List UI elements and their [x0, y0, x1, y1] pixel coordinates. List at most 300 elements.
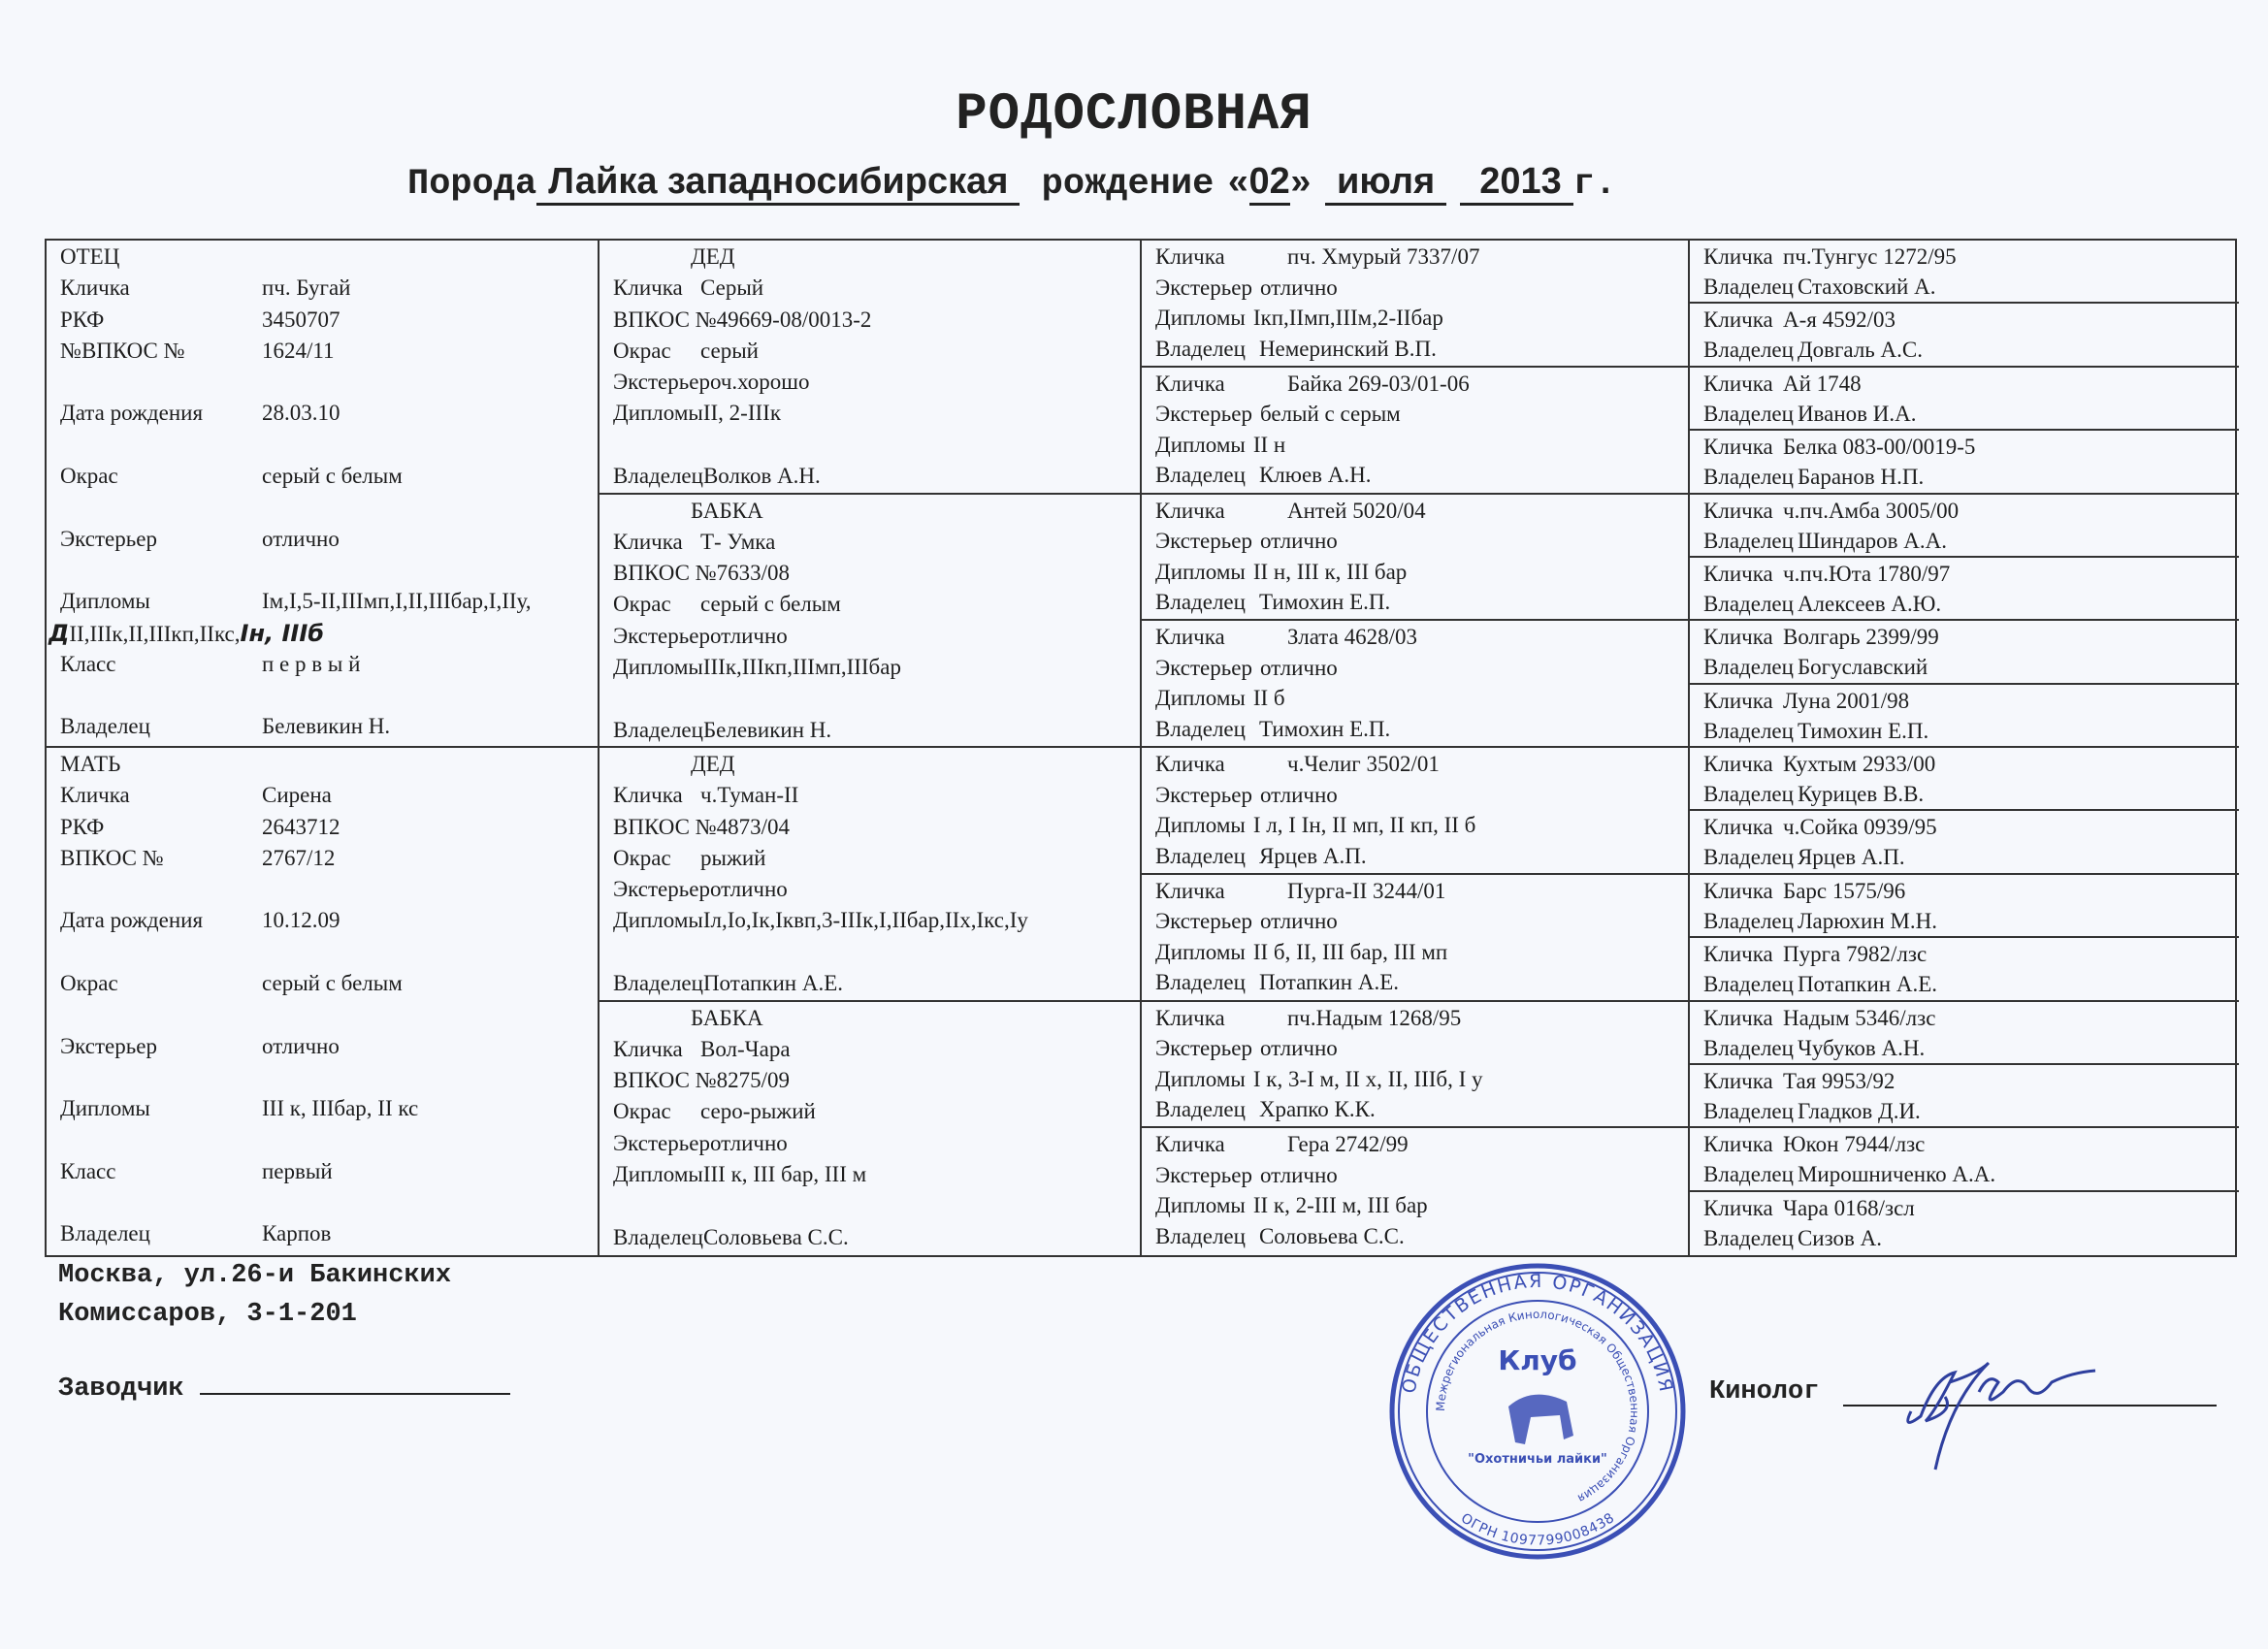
field-value: Барс 1575/96: [1783, 878, 1906, 903]
pedigree-line: [613, 683, 1140, 714]
pedigree-line: [1155, 683, 1688, 714]
pedigree-line: [60, 305, 598, 336]
field-label: Кличка: [1703, 1068, 1773, 1093]
field-value: Курицев В.В.: [1797, 782, 1925, 806]
field-value: пч.Тунгус 1272/95: [1783, 244, 1957, 269]
field-value: Пурга-II 3244/01: [1287, 878, 1446, 903]
field-value: ч.пч.Амба 3005/00: [1783, 498, 1960, 523]
cynologist-signature: [1892, 1343, 2105, 1479]
great-grandparent-cell: [1142, 875, 1690, 1002]
field-value: серый с белым: [262, 971, 403, 996]
field-value: II, 2-IIIк: [702, 401, 781, 426]
field-value: Серый: [700, 275, 764, 301]
pedigree-line: [60, 430, 598, 461]
field-label: Экстерьер: [1155, 782, 1252, 807]
pedigree-line: [1155, 1003, 1688, 1034]
field-value: серый с белым: [700, 592, 841, 617]
grandfather-heading: ДЕД: [691, 752, 735, 776]
pedigree-line: [613, 968, 1140, 999]
pedigree-line: [1155, 780, 1688, 811]
pedigree-line: [1703, 1159, 2239, 1189]
field-label: Владелец: [1703, 972, 1794, 997]
great-grandparent-cell: [1142, 621, 1690, 748]
pedigree-line: [1155, 1160, 1688, 1191]
field-value: III к, III бар, III м: [702, 1161, 867, 1186]
field-label: Дипломы: [60, 589, 150, 614]
field-label: Экстерьер: [613, 877, 710, 902]
pedigree-line: [1155, 622, 1688, 653]
field-value: Стаховский А.: [1797, 275, 1936, 299]
field-label: Кличка: [613, 275, 683, 301]
field-value: 2767/12: [262, 845, 336, 870]
field-label: Владелец: [60, 1221, 150, 1246]
mother-cell: [47, 748, 599, 1255]
field-label: Дипломы: [613, 908, 703, 933]
field-label: Кличка: [1155, 752, 1225, 776]
field-label: Дипломы: [1155, 559, 1246, 584]
field-value: оч.хорошо: [709, 370, 810, 395]
field-value: Белевикин Н.: [702, 717, 832, 742]
field-value: Храпко К.К.: [1258, 1097, 1376, 1121]
pedigree-line: [60, 1093, 598, 1124]
pedigree-line: [613, 558, 1140, 589]
pedigree-line: [613, 652, 1140, 683]
field-value: 49669-08/0013-2: [716, 307, 872, 332]
pedigree-line: [60, 649, 598, 680]
field-value: Тая 9953/92: [1783, 1068, 1895, 1093]
field-value: II б, II, III бар, III мп: [1252, 939, 1448, 964]
great-great-grandparent-cell: [1690, 1128, 2239, 1191]
field-label: Экстерьер: [1155, 1162, 1252, 1187]
field-label: Дипломы: [1155, 686, 1246, 711]
grandmother-heading: БАБКА: [691, 1005, 763, 1030]
pedigree-line: [613, 1159, 1140, 1190]
field-label: Владелец: [1703, 782, 1794, 806]
pedigree-line: [1155, 1221, 1688, 1252]
field-label: Экстерьер: [1155, 402, 1252, 427]
field-value: 1624/11: [262, 338, 335, 363]
pedigree-line: [1155, 399, 1688, 430]
pedigree-line: [1155, 1064, 1688, 1095]
birth-year: 2013: [1460, 160, 1573, 206]
pedigree-line: [60, 398, 598, 429]
field-value: Т- Умка: [700, 529, 776, 554]
field-label: Экстерьер: [60, 526, 157, 551]
pedigree-line: [60, 999, 598, 1030]
field-label: Окрас: [613, 1099, 671, 1124]
field-value: отлично: [262, 1033, 340, 1058]
great-great-grandparent-cell: [1690, 1002, 2239, 1065]
great-great-grandparent-cell: [1690, 685, 2239, 748]
field-label: Класс: [60, 651, 116, 676]
field-label: Дипломы: [613, 654, 703, 679]
field-label: Кличка: [1703, 1195, 1773, 1220]
cynologist-label: Кинолог: [1709, 1377, 1820, 1406]
field-value: отлично: [1259, 655, 1338, 680]
field-value: Злата 4628/03: [1287, 625, 1417, 650]
field-value: ч.Сойка 0939/95: [1783, 815, 1937, 840]
pedigree-line: [1155, 369, 1688, 400]
pedigree-line: [60, 780, 598, 811]
field-label: Владелец: [1703, 401, 1794, 426]
pedigree-line: [60, 273, 598, 304]
pedigree-line: [613, 398, 1140, 429]
pedigree-line: [60, 812, 598, 843]
year-suffix: г.: [1572, 164, 1617, 205]
field-value: Iкп,IIмп,IIIм,2-IIбар: [1252, 306, 1443, 330]
pedigree-line: [1155, 587, 1688, 618]
field-value: Волгарь 2399/99: [1783, 625, 1939, 650]
pedigree-line: [1703, 939, 2239, 969]
field-value: Карпов: [262, 1221, 332, 1246]
field-value: Iм,I,5-II,IIIмп,I,II,IIIбар,I,IIу,: [262, 589, 532, 614]
pedigree-line: [60, 1062, 598, 1093]
pedigree-line: [613, 621, 1140, 652]
pedigree-line: [1703, 559, 2239, 589]
field-label: Владелец: [1703, 591, 1794, 616]
field-label: Владелец: [1155, 843, 1246, 868]
great-great-grandparent-cell: [1690, 1065, 2239, 1128]
pedigree-line: [1703, 812, 2239, 842]
pedigree-line: [60, 492, 598, 523]
field-label: Владелец: [613, 971, 703, 996]
pedigree-line: [60, 524, 598, 555]
field-label: Дипломы: [1155, 432, 1246, 457]
breed-label: Порода: [407, 164, 537, 205]
field-value: 10.12.09: [262, 908, 340, 933]
pedigree-line: [1703, 526, 2239, 556]
field-value: Ларюхин М.Н.: [1797, 908, 1937, 933]
field-value: Сизов А.: [1797, 1225, 1883, 1250]
field-label: Владелец: [1703, 275, 1794, 299]
field-label: Экстерьер: [1155, 1036, 1252, 1060]
pedigree-line: [1155, 937, 1688, 968]
father-cell: [47, 241, 599, 748]
field-label: Владелец: [1703, 718, 1794, 743]
field-label: Кличка: [1155, 498, 1225, 523]
pedigree-line: [60, 711, 598, 742]
field-value: IIIк,IIIкп,IIIмп,IIIбар: [702, 654, 901, 679]
field-label: Владелец: [1703, 1035, 1794, 1060]
field-label: Окрас: [613, 845, 671, 870]
field-label: Окрас: [613, 338, 671, 363]
pedigree-line: [1703, 906, 2239, 936]
field-label: Владелец: [1155, 463, 1246, 488]
pedigree-line: [1703, 305, 2239, 335]
pedigree-line: [613, 780, 1140, 811]
field-label: Кличка: [1703, 752, 1773, 776]
great-grandparent-cell: [1142, 1002, 1690, 1129]
field-label: Экстерьер: [613, 1130, 710, 1155]
field-label: Кличка: [1703, 435, 1773, 460]
field-label: Владелец: [1703, 845, 1794, 870]
great-great-grandparent-cell: [1690, 621, 2239, 684]
grandfather-heading: ДЕД: [691, 244, 735, 269]
pedigree-line: [1703, 242, 2239, 272]
birth-month: июля: [1325, 160, 1446, 206]
field-value: п е р в ы й: [262, 651, 361, 676]
pedigree-line: [60, 1156, 598, 1187]
pedigree-line: [1703, 749, 2239, 779]
breed-value: Лайка западносибирская: [536, 160, 1020, 206]
field-label: Дипломы: [1155, 1066, 1246, 1091]
field-value: II н: [1252, 432, 1286, 457]
pedigree-line: [613, 1034, 1140, 1065]
pedigree-line: [60, 905, 598, 936]
stamp-dog-icon: [1508, 1395, 1573, 1444]
field-label: Владелец: [60, 714, 150, 739]
handwritten-prefix: Д: [49, 619, 70, 647]
pedigree-line: [613, 1190, 1140, 1221]
field-label: Кличка: [1703, 878, 1773, 903]
pedigree-line: [60, 937, 598, 968]
field-label: Дипломы: [1155, 813, 1246, 837]
great-great-grandparent-cell: [1690, 495, 2239, 558]
grandmother-cell: [599, 495, 1142, 749]
field-value: пч. Хмурый 7337/07: [1287, 244, 1480, 269]
field-label: Владелец: [613, 1224, 703, 1249]
pedigree-line: [49, 618, 598, 649]
pedigree-line: [613, 812, 1140, 843]
great-great-grandparent-cell: [1690, 431, 2239, 494]
breeder-signature-field: [58, 1370, 510, 1404]
field-value: ч.пч.Юта 1780/97: [1783, 561, 1951, 586]
pedigree-line: [1155, 1033, 1688, 1064]
pedigree-line: [1155, 967, 1688, 998]
field-value: отлично: [709, 877, 788, 902]
field-value: Богуславский: [1797, 655, 1928, 680]
stamp-outer-text: ОБЩЕСТВЕННАЯ ОРГАНИЗАЦИЯ: [1398, 1270, 1677, 1396]
breed-birth-line: [407, 160, 1616, 206]
field-label: Владелец: [1155, 590, 1246, 614]
pedigree-line: [1703, 1129, 2239, 1159]
field-label: Дипломы: [613, 1161, 703, 1186]
pedigree-line: [1155, 273, 1688, 304]
field-label: Владелец: [1155, 970, 1246, 995]
field-value: Гладков Д.И.: [1797, 1098, 1921, 1123]
field-label: Кличка: [613, 529, 683, 554]
field-label: Кличка: [1703, 815, 1773, 840]
field-value: Иванов И.А.: [1797, 401, 1917, 426]
handwritten-addition: Iн, IIIб: [240, 619, 325, 647]
field-label: Экстерьер: [60, 1033, 157, 1058]
pedigree-line: [1155, 496, 1688, 527]
address-line-1: Москва, ул.26-и Бакинских: [58, 1261, 452, 1290]
field-label: Экстерьер: [1155, 275, 1252, 300]
field-value: отлично: [1259, 782, 1338, 807]
field-value: Луна 2001/98: [1783, 688, 1910, 713]
field-value: Гера 2742/99: [1287, 1132, 1409, 1157]
field-label: Кличка: [613, 783, 683, 808]
field-label: Владелец: [1155, 336, 1246, 361]
pedigree-line: [613, 273, 1140, 304]
field-value: рыжий: [700, 845, 766, 870]
grandmother-cell: [599, 1002, 1142, 1256]
field-value: Чубуков А.Н.: [1797, 1035, 1926, 1060]
pedigree-line: [1155, 526, 1688, 557]
pedigree-line: [1703, 1096, 2239, 1126]
pedigree-line: [60, 461, 598, 492]
field-value: II,IIIк,II,IIIкп,IIкс,: [69, 621, 241, 646]
field-label: Окрас: [613, 592, 671, 617]
pedigree-line: [1703, 369, 2239, 399]
stamp-club-name: "Охотничьи лайки": [1468, 1452, 1607, 1467]
field-label: Владелец: [1155, 716, 1246, 741]
pedigree-line: [613, 305, 1140, 336]
pedigree-line: [613, 874, 1140, 905]
field-label: Кличка: [1703, 1005, 1773, 1030]
field-value: отлично: [1259, 1162, 1338, 1187]
field-value: Пурга 7982/лзс: [1783, 942, 1928, 967]
field-value: пч.Надым 1268/95: [1287, 1005, 1462, 1030]
field-value: Клюев А.Н.: [1258, 463, 1372, 488]
field-label: Кличка: [1703, 371, 1773, 396]
field-label: ВПКОС №: [613, 561, 717, 586]
grandmother-heading: БАБКА: [691, 498, 763, 523]
field-label: Кличка: [1703, 244, 1773, 269]
field-label: Кличка: [1155, 371, 1225, 396]
field-label: Окрас: [60, 464, 118, 489]
great-great-grandparent-cell: [1690, 241, 2239, 304]
field-value: I к, 3-I м, II х, II, IIIб, I у: [1252, 1066, 1483, 1091]
field-value: серый с белым: [262, 464, 403, 489]
field-value: Немеринский В.П.: [1258, 336, 1437, 361]
field-value: Ай 1748: [1783, 371, 1862, 396]
field-label: Дипломы: [1155, 939, 1246, 964]
field-value: Надым 5346/лзс: [1783, 1005, 1936, 1030]
field-value: III к, IIIбар, II кс: [262, 1096, 419, 1121]
field-label: Дипломы: [1155, 306, 1246, 330]
field-label: Дипломы: [60, 1096, 150, 1121]
field-label: Экстерьер: [1155, 655, 1252, 680]
field-value: Алексеев А.Ю.: [1797, 591, 1942, 616]
field-value: Потапкин А.Е.: [702, 971, 843, 996]
field-label: РКФ: [60, 307, 105, 332]
field-label: Кличка: [1155, 244, 1225, 269]
field-value: 28.03.10: [262, 401, 340, 426]
pedigree-line: [613, 527, 1140, 558]
field-label: Дата рождения: [60, 908, 204, 933]
field-label: Владелец: [613, 464, 703, 489]
field-value: Белевикин Н.: [262, 714, 391, 739]
field-value: первый: [262, 1158, 333, 1183]
field-value: Потапкин А.Е.: [1797, 972, 1937, 997]
pedigree-line: [1155, 334, 1688, 365]
quote-open: «: [1227, 164, 1249, 205]
pedigree-line: [613, 843, 1140, 874]
field-value: серый: [700, 338, 759, 363]
pedigree-line: [1155, 1190, 1688, 1221]
pedigree-line: [60, 1031, 598, 1062]
field-label: Кличка: [1703, 625, 1773, 650]
pedigree-line: [1703, 496, 2239, 526]
field-value: 4873/04: [716, 814, 791, 839]
field-value: Потапкин А.Е.: [1258, 970, 1399, 995]
field-label: Экстерьер: [613, 623, 710, 648]
field-value: 8275/09: [716, 1068, 791, 1093]
field-value: Мирошниченко А.А.: [1797, 1162, 1996, 1187]
pedigree-line: [1155, 810, 1688, 841]
pedigree-line: [1155, 906, 1688, 937]
pedigree-line: [613, 461, 1140, 492]
pedigree-table: [45, 239, 2237, 1257]
field-label: Кличка: [1703, 1132, 1773, 1157]
field-label: Владелец: [1703, 1162, 1794, 1187]
field-value: Вол-Чара: [700, 1036, 791, 1061]
field-value: II н, III к, III бар: [1252, 559, 1408, 584]
field-value: Юкон 7944/лзс: [1783, 1132, 1926, 1157]
field-value: Баранов Н.П.: [1797, 465, 1925, 490]
pedigree-line: [1703, 969, 2239, 999]
field-value: 3450707: [262, 307, 340, 332]
field-value: отлично: [1259, 275, 1338, 300]
field-label: Кличка: [60, 275, 130, 301]
field-value: Тимохин Е.П.: [1258, 590, 1391, 614]
pedigree-line: [1703, 652, 2239, 682]
field-label: Экстерьер: [1155, 529, 1252, 553]
field-value: Довгаль А.С.: [1797, 338, 1923, 363]
field-value: Чара 0168/зсл: [1783, 1195, 1915, 1220]
field-value: отлично: [262, 526, 340, 551]
field-label: ВПКОС №: [60, 845, 164, 870]
pedigree-line: [60, 843, 598, 874]
field-label: Владелец: [613, 717, 703, 742]
great-great-grandparent-cell: [1690, 938, 2239, 1001]
field-label: Кличка: [1155, 1132, 1225, 1157]
pedigree-line: [1155, 460, 1688, 491]
address-line-2: Комиссаров, 3-1-201: [58, 1300, 357, 1329]
field-label: Кличка: [613, 1036, 683, 1061]
pedigree-line: [1703, 779, 2239, 809]
field-value: 2643712: [262, 814, 340, 839]
field-value: отлично: [709, 1130, 788, 1155]
pedigree-line: [613, 1222, 1140, 1253]
pedigree-line: [1703, 1223, 2239, 1253]
pedigree-line: [1155, 303, 1688, 334]
field-label: Экстерьер: [1155, 909, 1252, 934]
field-value: Байка 269-03/01-06: [1287, 371, 1470, 396]
field-label: ВПКОС №: [613, 1068, 717, 1093]
pedigree-line: [613, 1128, 1140, 1159]
great-great-grandparent-cell: [1690, 875, 2239, 938]
stamp-inner-text: Межрегиональная Кинологическая Общественная Организация: [1433, 1307, 1642, 1505]
grandfather-cell: [599, 748, 1142, 1002]
great-grandparent-cell: [1142, 368, 1690, 495]
breeder-signature-line: [200, 1370, 510, 1395]
great-grandparent-cell: [1142, 495, 1690, 622]
pedigree-line: [613, 937, 1140, 968]
pedigree-line: [613, 589, 1140, 620]
pedigree-line: [1703, 876, 2239, 906]
pedigree-line: [1155, 749, 1688, 780]
field-value: Волков А.Н.: [702, 464, 821, 489]
field-value: отлично: [1259, 1036, 1338, 1060]
field-value: отлично: [709, 623, 788, 648]
pedigree-line: [60, 336, 598, 367]
field-label: Окрас: [60, 971, 118, 996]
field-value: Антей 5020/04: [1287, 498, 1426, 523]
field-value: отлично: [1259, 529, 1338, 553]
pedigree-line: [1155, 430, 1688, 461]
great-great-grandparent-cell: [1690, 368, 2239, 431]
pedigree-line: [60, 968, 598, 999]
mother-heading: МАТЬ: [60, 752, 121, 776]
pedigree-line: [1155, 876, 1688, 907]
field-label: Кличка: [1155, 625, 1225, 650]
field-value: Ярцев А.П.: [1258, 843, 1367, 868]
great-grandparent-cell: [1142, 748, 1690, 875]
field-value: Шиндаров А.А.: [1797, 528, 1947, 553]
